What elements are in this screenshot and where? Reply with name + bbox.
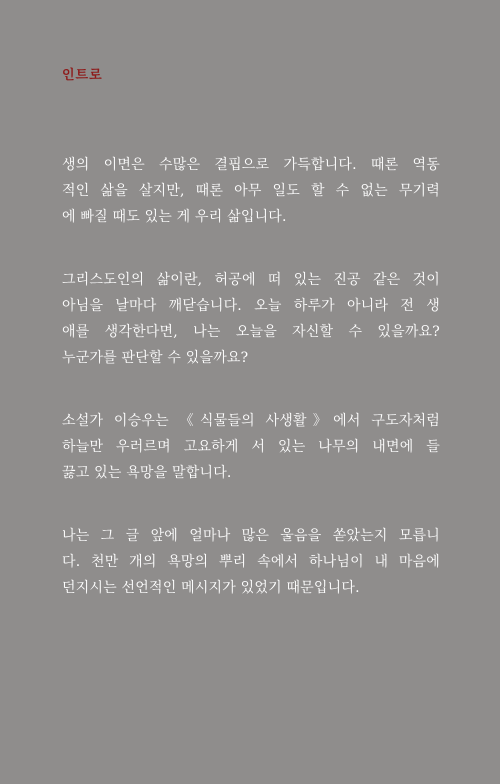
paragraph-4 xyxy=(62,523,440,601)
text-line: 던지시는 선언적인 메시지가 있었기 때문입니다. xyxy=(62,580,360,596)
text-line: 하늘만 우러르며 고요하게 서 있는 나무의 내면에 들 xyxy=(62,439,440,455)
paragraph-1 xyxy=(62,152,440,230)
text-line: 그리스도인의 삶이란, 허공에 떠 있는 진공 같은 것이 xyxy=(62,272,440,288)
text-line: 누군가를 판단할 수 있을까요? xyxy=(62,350,249,366)
text-line: 아님을 날마다 깨닫습니다. 오늘 하루가 아니라 전 생 xyxy=(62,298,440,314)
text-line: 생의 이면은 수많은 결핍으로 가득합니다. 때론 역동 xyxy=(62,157,440,173)
text-line: 끓고 있는 욕망을 말합니다. xyxy=(62,465,232,481)
text-line: 에 빠질 때도 있는 게 우리 삶입니다. xyxy=(62,209,287,225)
paragraph-2 xyxy=(62,267,440,371)
text-line: 애를 생각한다면, 나는 오늘을 자신할 수 있을까요? xyxy=(62,324,440,340)
paragraph-3 xyxy=(62,408,440,486)
text-line: 적인 삶을 살지만, 때론 아무 일도 할 수 없는 무기력 xyxy=(62,183,440,199)
text-line: 다. 천만 개의 욕망의 뿌리 속에서 하나님이 내 마음에 xyxy=(62,554,440,570)
body-text xyxy=(62,152,440,638)
text-line: 나는 그 글 앞에 얼마나 많은 울음을 쏟았는지 모릅니 xyxy=(62,528,440,544)
text-line: 소설가 이승우는 《식물들의 사생활》에서 구도자처럼 xyxy=(62,413,440,429)
chapter-title: 인트로 xyxy=(62,68,103,83)
